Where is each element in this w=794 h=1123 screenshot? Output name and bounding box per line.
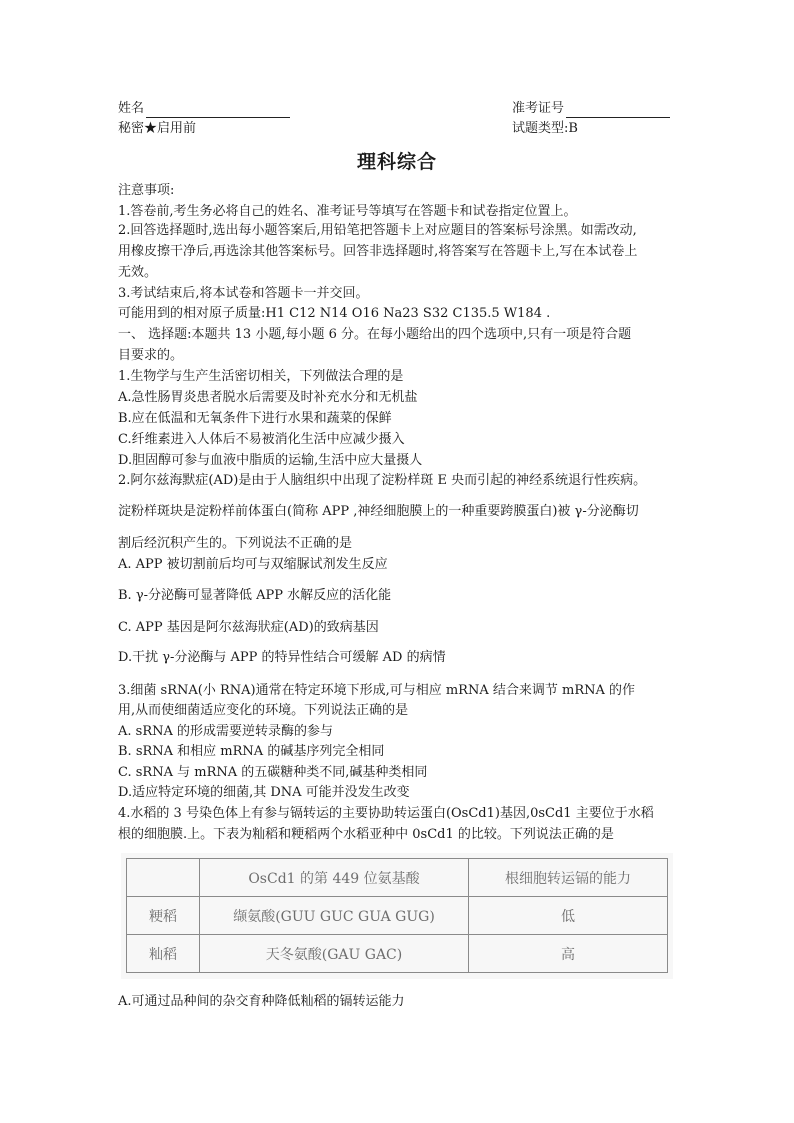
- question-1-stem: 1.生物学与生产生活密切相关，下列做法合理的是: [118, 369, 404, 384]
- section-heading-cont: 目要求的。: [118, 348, 184, 363]
- q3-option-a: A. sRNA 的形成需要逆转录酶的参与: [118, 724, 334, 739]
- q1-option-d: D.胆固醇可参与血液中脂质的运输,生活中应大量摄人: [118, 453, 423, 468]
- table-header-cell: [127, 859, 200, 897]
- question-2-stem: 2.阿尔兹海默症(AD)是由于人脑组织中出现了淀粉样斑 E 央而引起的神经系统退行性疾病。: [118, 473, 647, 488]
- page-title: 理科综合: [356, 151, 437, 173]
- note-line: 1.答卷前,考生务必将自己的姓名、准考证号等填写在答题卡和试卷指定位置上。: [118, 204, 577, 219]
- q2-option-b: B. γ-分泌酶可显著降低 APP 水解反应的活化能: [118, 588, 392, 603]
- table-cell: 低: [469, 897, 668, 935]
- table-row: [127, 935, 668, 973]
- table-cell: 天冬氨酸(GAU GAC): [200, 935, 469, 973]
- notes-heading: 注意事项:: [118, 183, 175, 198]
- exam-id-field: [512, 100, 670, 118]
- q3-option-c: C. sRNA 与 mRNA 的五碳糖种类不同,碱基种类相同: [118, 765, 428, 780]
- question-4-stem-2: 根的细胞膜.上。下表为籼稻和粳稻两个水稻亚种中 0sCd1 的比较。下列说法正确的是: [118, 827, 614, 842]
- oscd1-comparison-table: [126, 858, 668, 973]
- table-header-cell: OsCd1 的第 449 位氨基酸: [200, 859, 469, 897]
- question-4-stem: 4.水稻的 3 号染色体上有参与镉转运的主要协助转运蛋白(OsCd1)基因,0sCd1 主要位于水稻: [118, 806, 654, 821]
- section-heading: 一、 选择题:本题共 13 小题,每小题 6 分。在每小题给出的四个选项中,只有一项是符合题: [118, 327, 632, 342]
- name-label: 姓名: [118, 101, 145, 116]
- name-blank[interactable]: [146, 103, 290, 118]
- exam-id-blank[interactable]: [566, 103, 670, 118]
- question-2-stem-3: 割后经沉积产生的。下列说法不正确的是: [118, 536, 353, 551]
- table-cell: 粳稻: [127, 897, 200, 935]
- q3-option-d: D.适应特定环境的细菌,其 DNA 可能并没发生改变: [118, 785, 410, 800]
- table-header-row: [127, 859, 668, 897]
- question-2-stem-2: 淀粉样斑块是淀粉样前体蛋白(简称 APP ,神经细胞膜上的一种重要跨膜蛋白)被 γ-分泌酶切: [118, 504, 639, 519]
- note-line: 用橡皮擦干净后,再选涂其他答案标号。回答非选择题时,将答案写在答题卡上,写在本试卷上: [118, 244, 638, 259]
- question-3-stem: 3.细菌 sRNA(小 RNA)通常在特定环境下形成,可与相应 mRNA 结合来调节 mRNA 的作: [118, 683, 636, 698]
- name-field: [118, 100, 290, 118]
- note-line: 无效。: [118, 265, 158, 280]
- q4-option-a: A.可通过品种间的杂交育种降低籼稻的镉转运能力: [118, 994, 405, 1009]
- question-3-stem-2: 用,从而使细菌适应变化的环境。下列说法正确的是: [118, 703, 409, 718]
- table-row: [127, 897, 668, 935]
- paper-type: 试题类型:B: [512, 121, 578, 136]
- exam-id-label: 准考证号: [512, 101, 565, 116]
- table-cell: 高: [469, 935, 668, 973]
- note-line: 3.考试结束后,将本试卷和答题卡一并交回。: [118, 286, 369, 301]
- secret-label: 秘密★启用前: [118, 121, 197, 136]
- table-cell: 缬氨酸(GUU GUC GUA GUG): [200, 897, 469, 935]
- q2-option-d: D.干扰 γ-分泌酶与 APP 的特异性结合可缓解 AD 的病情: [118, 650, 446, 665]
- table-cell: 籼稻: [127, 935, 200, 973]
- q3-option-b: B. sRNA 和相应 mRNA 的碱基序列完全相同: [118, 744, 385, 759]
- q2-option-c: C. APP 基因是阿尔兹海狀症(AD)的致病基因: [118, 620, 379, 635]
- atomic-mass-line: 可能用到的相对原子质量:H1 C12 N14 O16 Na23 S32 C135.5 W184 .: [118, 306, 551, 321]
- table-header-cell: 根细胞转运镉的能力: [469, 859, 668, 897]
- q1-option-a: A.急性肠胃炎患者脱水后需要及时补充水分和无机盐: [118, 390, 418, 405]
- q1-option-c: C.纤维素进入人体后不易被消化生活中应减少摄入: [118, 432, 405, 447]
- q2-option-a: A. APP 被切割前后均可与双缩脲试剂发生反应: [118, 557, 388, 572]
- note-line: 2.回答选择题时,选出每小题答案后,用铅笔把答题卡上对应题目的答案标号涂黑。如需改动,: [118, 223, 637, 238]
- q1-option-b: B.应在低温和无氧条件下进行水果和蔬菜的保鲜: [118, 411, 392, 426]
